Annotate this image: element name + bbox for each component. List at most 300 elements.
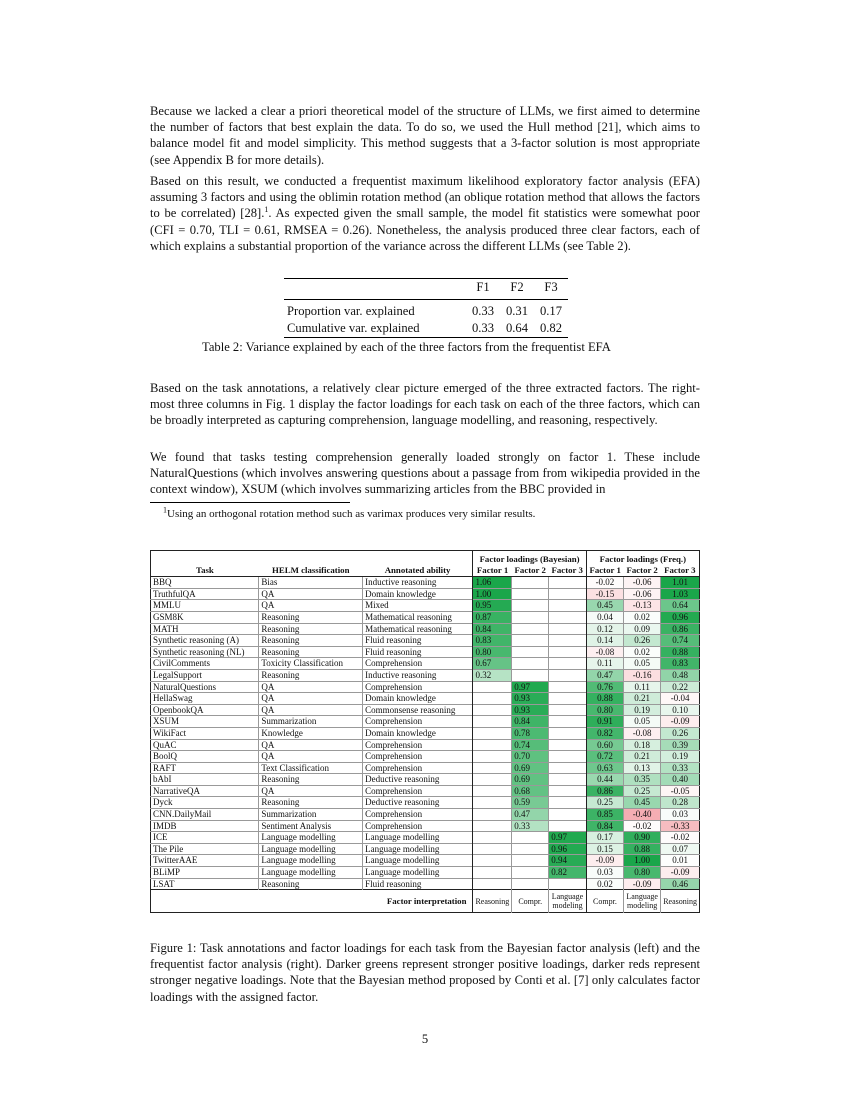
freq-factor-1-cell: -0.02 <box>586 577 623 589</box>
freq-factor-1-cell: -0.08 <box>586 646 623 658</box>
freq-factor-3-cell: 0.64 <box>661 600 700 612</box>
col-header-bayes-factor-2: Factor 2 <box>512 565 549 577</box>
bayes-factor-2-cell: 0.93 <box>512 693 549 705</box>
table-row <box>151 623 700 635</box>
table-row <box>151 588 700 600</box>
freq-factor-1-cell: 0.76 <box>586 681 623 693</box>
table-row <box>151 785 700 797</box>
table-2-cell: 0.33 <box>466 320 500 338</box>
bayes-factor-2-cell: 0.84 <box>512 716 549 728</box>
helm-cell: QA <box>259 704 363 716</box>
freq-factor-1-cell: 0.60 <box>586 739 623 751</box>
figure-1-footer-row <box>151 890 700 913</box>
ability-cell: Comprehension <box>363 762 473 774</box>
bayes-factor-3-cell <box>549 623 586 635</box>
freq-factor-2-cell: 0.19 <box>624 704 661 716</box>
bayes-factor-3-cell <box>549 693 586 705</box>
table-row <box>151 600 700 612</box>
bayes-factor-2-cell: 0.70 <box>512 751 549 763</box>
ability-cell: Comprehension <box>363 716 473 728</box>
task-cell: NaturalQuestions <box>151 681 259 693</box>
ability-cell: Domain knowledge <box>363 727 473 739</box>
bayes-factor-2-cell <box>512 646 549 658</box>
bayes-factor-3-cell <box>549 820 586 832</box>
helm-cell: Language modelling <box>259 843 363 855</box>
freq-factor-1-cell: 0.85 <box>586 809 623 821</box>
freq-factor-3-cell: 0.39 <box>661 739 700 751</box>
bayes-factor-1-cell: 0.84 <box>473 623 512 635</box>
interp-bayes: Compr. <box>512 890 549 913</box>
bayes-factor-2-cell <box>512 635 549 647</box>
bayes-factor-3-cell <box>549 797 586 809</box>
bayes-factor-3-cell: 0.94 <box>549 855 586 867</box>
interp-bayes: Language modeling <box>549 890 586 913</box>
freq-factor-2-cell: 0.13 <box>624 762 661 774</box>
freq-factor-3-cell: 0.88 <box>661 646 700 658</box>
col-header-helm: HELM classification <box>259 565 363 577</box>
freq-factor-1-cell: 0.12 <box>586 623 623 635</box>
figure-1-header-row <box>151 565 700 577</box>
table-row <box>151 704 700 716</box>
helm-cell: QA <box>259 751 363 763</box>
freq-factor-3-cell: 0.01 <box>661 855 700 867</box>
freq-factor-2-cell: -0.06 <box>624 577 661 589</box>
freq-factor-1-cell: 0.45 <box>586 600 623 612</box>
bayes-factor-2-cell: 0.69 <box>512 774 549 786</box>
table-row <box>151 646 700 658</box>
table-2-row <box>284 300 568 321</box>
task-cell: CivilComments <box>151 658 259 670</box>
bayes-factor-1-cell: 0.95 <box>473 600 512 612</box>
col-header-freq-factor-3: Factor 3 <box>661 565 700 577</box>
table-2-row-label: Proportion var. explained <box>287 304 415 318</box>
figure-1-group-header-row <box>151 551 700 565</box>
table-row <box>151 774 700 786</box>
helm-cell: QA <box>259 588 363 600</box>
freq-factor-3-cell: 0.86 <box>661 623 700 635</box>
bayes-factor-2-cell: 0.97 <box>512 681 549 693</box>
freq-factor-2-cell: -0.13 <box>624 600 661 612</box>
bayes-factor-1-cell: 0.80 <box>473 646 512 658</box>
interp-freq: Compr. <box>586 890 623 913</box>
freq-factor-1-cell: -0.09 <box>586 855 623 867</box>
ability-cell: Comprehension <box>363 751 473 763</box>
ability-cell: Comprehension <box>363 820 473 832</box>
table-2-cell: 0.17 <box>539 304 563 318</box>
helm-cell: Bias <box>259 577 363 589</box>
ability-cell: Comprehension <box>363 681 473 693</box>
freq-factor-1-cell: 0.47 <box>586 669 623 681</box>
interp-freq: Language modeling <box>624 890 661 913</box>
ability-cell: Comprehension <box>363 809 473 821</box>
helm-cell: QA <box>259 785 363 797</box>
bayes-factor-1-cell: 1.06 <box>473 577 512 589</box>
freq-factor-2-cell: 0.88 <box>624 843 661 855</box>
table-2-caption: Table 2: Variance explained by each of the three factors from the frequentist EFA <box>202 340 611 354</box>
bayes-factor-2-cell: 0.74 <box>512 739 549 751</box>
bayes-factor-1-cell: 1.00 <box>473 588 512 600</box>
bayes-factor-3-cell <box>549 658 586 670</box>
freq-factor-3-cell: 0.96 <box>661 611 700 623</box>
paragraph-task-annotations: Based on the task annotations, a relatively clear picture emerged of the three extracted factors. The right-most three columns in Fig. 1 display the factor loadings for each task on each of the three factors, which can be broadly interpreted as capturing comprehension, language modelling, and reasoning, respectively. <box>150 381 700 428</box>
bayes-factor-1-cell <box>473 762 512 774</box>
bayes-factor-3-cell <box>549 635 586 647</box>
bayes-factor-3-cell <box>549 762 586 774</box>
bayes-factor-2-cell <box>512 669 549 681</box>
bayes-factor-2-cell: 0.93 <box>512 704 549 716</box>
freq-factor-1-cell: 0.84 <box>586 820 623 832</box>
bayes-factor-2-cell: 0.33 <box>512 820 549 832</box>
table-2-header-row <box>284 279 568 300</box>
freq-factor-3-cell: -0.02 <box>661 832 700 844</box>
bayes-factor-2-cell: 0.59 <box>512 797 549 809</box>
freq-factor-1-cell: 0.80 <box>586 704 623 716</box>
helm-cell: Summarization <box>259 809 363 821</box>
bayes-factor-3-cell: 0.97 <box>549 832 586 844</box>
helm-cell: Knowledge <box>259 727 363 739</box>
group-header-bayesian: Factor loadings (Bayesian) <box>473 551 586 565</box>
ability-cell: Inductive reasoning <box>363 577 473 589</box>
bayes-factor-1-cell <box>473 809 512 821</box>
bayes-factor-2-cell <box>512 623 549 635</box>
helm-cell: Toxicity Classification <box>259 658 363 670</box>
ability-cell: Fluid reasoning <box>363 878 473 890</box>
freq-factor-1-cell: 0.44 <box>586 774 623 786</box>
freq-factor-2-cell: -0.16 <box>624 669 661 681</box>
table-row <box>151 681 700 693</box>
helm-cell: Sentiment Analysis <box>259 820 363 832</box>
bayes-factor-3-cell <box>549 646 586 658</box>
freq-factor-3-cell: -0.04 <box>661 693 700 705</box>
bayes-factor-1-cell <box>473 739 512 751</box>
helm-cell: Language modelling <box>259 832 363 844</box>
freq-factor-2-cell: -0.40 <box>624 809 661 821</box>
ability-cell: Comprehension <box>363 739 473 751</box>
bayes-factor-3-cell <box>549 669 586 681</box>
table-2-cell: 0.82 <box>534 320 568 338</box>
helm-cell: Reasoning <box>259 635 363 647</box>
ability-cell: Language modelling <box>363 832 473 844</box>
task-cell: TwitterAAE <box>151 855 259 867</box>
table-row <box>151 751 700 763</box>
task-cell: MMLU <box>151 600 259 612</box>
helm-cell: QA <box>259 600 363 612</box>
ability-cell: Deductive reasoning <box>363 797 473 809</box>
freq-factor-2-cell: 0.25 <box>624 785 661 797</box>
ability-cell: Domain knowledge <box>363 693 473 705</box>
task-cell: Synthetic reasoning (A) <box>151 635 259 647</box>
helm-cell: Reasoning <box>259 646 363 658</box>
bayes-factor-3-cell <box>549 704 586 716</box>
freq-factor-3-cell: 0.22 <box>661 681 700 693</box>
freq-factor-1-cell: 0.14 <box>586 635 623 647</box>
bayes-factor-1-cell: 0.67 <box>473 658 512 670</box>
task-cell: LegalSupport <box>151 669 259 681</box>
bayes-factor-2-cell: 0.78 <box>512 727 549 739</box>
task-cell: BBQ <box>153 577 172 588</box>
task-cell: XSUM <box>151 716 259 728</box>
task-cell: CNN.DailyMail <box>151 809 259 821</box>
bayes-factor-3-cell <box>549 716 586 728</box>
bayes-factor-1-cell <box>473 727 512 739</box>
paragraph-comprehension: We found that tasks testing comprehension generally loaded strongly on factor 1. These include NaturalQuestions (which involves answering questions about a passage from from wikipedia provided in the context window), XSUM (which involves summarizing articles from the BBC provided in <box>150 450 700 497</box>
task-cell: WikiFact <box>151 727 259 739</box>
freq-factor-2-cell: 0.11 <box>624 681 661 693</box>
bayes-factor-2-cell <box>512 843 549 855</box>
figure-1-body <box>151 577 700 890</box>
bayes-factor-1-cell <box>473 878 512 890</box>
task-cell: OpenbookQA <box>151 704 259 716</box>
bayes-factor-2-cell <box>512 867 549 879</box>
ability-cell: Language modelling <box>363 867 473 879</box>
freq-factor-1-cell: 0.25 <box>586 797 623 809</box>
ability-cell: Fluid reasoning <box>363 646 473 658</box>
helm-cell: QA <box>259 693 363 705</box>
freq-factor-2-cell: 0.45 <box>624 797 661 809</box>
factor-interpretation-label: Factor interpretation <box>151 890 473 913</box>
freq-factor-2-cell: 0.80 <box>624 867 661 879</box>
freq-factor-2-cell: 0.21 <box>624 751 661 763</box>
bayes-factor-2-cell: 0.68 <box>512 785 549 797</box>
col-header-bayes-factor-1: Factor 1 <box>473 565 512 577</box>
helm-cell: Reasoning <box>259 611 363 623</box>
table-2-header: F1 <box>466 279 500 300</box>
bayes-factor-1-cell <box>473 693 512 705</box>
helm-cell: Reasoning <box>259 797 363 809</box>
task-cell: QuAC <box>151 739 259 751</box>
table-2-cell: 0.31 <box>505 304 529 318</box>
table-2-cell: 0.33 <box>471 304 495 318</box>
bayes-factor-3-cell <box>549 809 586 821</box>
table-row <box>151 669 700 681</box>
freq-factor-2-cell: -0.06 <box>624 588 661 600</box>
footnote-mark: 1 <box>163 505 167 515</box>
task-cell: bAbI <box>151 774 259 786</box>
task-cell: BLiMP <box>151 867 259 879</box>
bayes-factor-3-cell <box>549 681 586 693</box>
bayes-factor-2-cell <box>512 611 549 623</box>
bayes-factor-3-cell <box>549 588 586 600</box>
table-row <box>151 832 700 844</box>
task-cell: ICE <box>151 832 259 844</box>
bayes-factor-2-cell <box>512 855 549 867</box>
freq-factor-3-cell: -0.09 <box>661 716 700 728</box>
table-row <box>151 855 700 867</box>
freq-factor-3-cell: -0.09 <box>661 867 700 879</box>
bayes-factor-3-cell <box>549 600 586 612</box>
table-2-cell: 0.64 <box>500 320 534 338</box>
bayes-factor-3-cell <box>549 878 586 890</box>
bayes-factor-3-cell <box>549 751 586 763</box>
freq-factor-2-cell: -0.08 <box>624 727 661 739</box>
ability-cell: Mathematical reasoning <box>363 611 473 623</box>
bayes-factor-1-cell <box>473 774 512 786</box>
bayes-factor-1-cell <box>473 843 512 855</box>
freq-factor-3-cell: 0.10 <box>661 704 700 716</box>
table-row <box>151 820 700 832</box>
helm-cell: Reasoning <box>259 669 363 681</box>
col-header-freq-factor-2: Factor 2 <box>624 565 661 577</box>
helm-cell: Language modelling <box>259 855 363 867</box>
task-cell: TruthfulQA <box>151 588 259 600</box>
freq-factor-3-cell: 0.46 <box>661 878 700 890</box>
bayes-factor-2-cell: 0.47 <box>512 809 549 821</box>
ability-cell: Comprehension <box>363 785 473 797</box>
bayes-factor-1-cell: 0.83 <box>473 635 512 647</box>
paragraph-efa <box>150 173 700 254</box>
helm-cell: Summarization <box>259 716 363 728</box>
bayes-factor-1-cell <box>473 832 512 844</box>
freq-factor-2-cell: -0.09 <box>624 878 661 890</box>
freq-factor-1-cell: -0.15 <box>586 588 623 600</box>
footnote-ref[interactable]: 1 <box>264 205 269 215</box>
bayes-factor-1-cell <box>473 704 512 716</box>
ability-cell: Fluid reasoning <box>363 635 473 647</box>
bayes-factor-3-cell <box>549 739 586 751</box>
freq-factor-2-cell: 0.35 <box>624 774 661 786</box>
table-row <box>151 658 700 670</box>
ability-cell: Domain knowledge <box>363 588 473 600</box>
bayes-factor-1-cell <box>473 681 512 693</box>
table-2-row <box>284 320 568 338</box>
bayes-factor-3-cell: 0.82 <box>549 867 586 879</box>
freq-factor-3-cell: 0.03 <box>661 809 700 821</box>
col-header-bayes-factor-3: Factor 3 <box>549 565 586 577</box>
freq-factor-3-cell: 0.33 <box>661 762 700 774</box>
freq-factor-3-cell: 0.83 <box>661 658 700 670</box>
bayes-factor-2-cell <box>512 588 549 600</box>
freq-factor-1-cell: 0.03 <box>586 867 623 879</box>
freq-factor-3-cell: 0.74 <box>661 635 700 647</box>
table-row <box>151 843 700 855</box>
table-row <box>151 635 700 647</box>
bayes-factor-1-cell: 0.32 <box>473 669 512 681</box>
helm-cell: Reasoning <box>259 774 363 786</box>
helm-cell: QA <box>259 681 363 693</box>
bayes-factor-1-cell <box>473 785 512 797</box>
ability-cell: Deductive reasoning <box>363 774 473 786</box>
ability-cell: Mixed <box>363 600 473 612</box>
helm-cell: Language modelling <box>259 867 363 879</box>
paragraph-efa-part1: Based on this result, we conducted a frequentist maximum likelihood exploratory factor analysis (EFA) assuming 3 factors and using the oblimin rotation method (an oblique rotation method that allows the factors to be correlated) [28]. <box>150 174 700 221</box>
interp-bayes: Reasoning <box>473 890 512 913</box>
paragraph-hull-method: Because we lacked a clear a priori theoretical model of the structure of LLMs, we first aimed to determine the number of factors that best explain the data. To do so, we used the Hull method [21], which aims to balance model fit and model simplicity. This method suggests that a 3-factor solution is most appropriate (see Appendix B for more details). <box>150 104 700 167</box>
bayes-factor-3-cell <box>549 611 586 623</box>
freq-factor-3-cell: 0.19 <box>661 751 700 763</box>
table-2-row-label: Cumulative var. explained <box>284 320 466 338</box>
freq-factor-2-cell: 0.02 <box>624 646 661 658</box>
bayes-factor-2-cell <box>512 658 549 670</box>
bayes-factor-1-cell <box>473 797 512 809</box>
ability-cell: Commonsense reasoning <box>363 704 473 716</box>
freq-factor-2-cell: 0.18 <box>624 739 661 751</box>
page-number: 5 <box>421 1032 429 1046</box>
footnote-text: Using an orthogonal rotation method such as varimax produces very similar results. <box>167 508 536 520</box>
ability-cell: Language modelling <box>363 855 473 867</box>
freq-factor-3-cell: 1.01 <box>661 577 700 589</box>
table-row <box>151 693 700 705</box>
figure-1-caption: Figure 1: Task annotations and factor loadings for each task from the Bayesian factor analysis (left) and the frequentist factor analysis (right). Darker greens represent stronger positive loadings, darker reds represent stronger negative loadings. Note that the Bayesian method proposed by Conti et al. [7] only calculates factor loadings with the assigned factor. <box>150 941 700 1004</box>
helm-cell: Text Classification <box>259 762 363 774</box>
helm-cell: QA <box>259 739 363 751</box>
task-cell: LSAT <box>151 878 259 890</box>
freq-factor-2-cell: 0.21 <box>624 693 661 705</box>
interp-freq: Reasoning <box>661 890 700 913</box>
bayes-factor-3-cell <box>549 727 586 739</box>
table-row <box>151 716 700 728</box>
freq-factor-1-cell: 0.02 <box>586 878 623 890</box>
freq-factor-2-cell: 0.90 <box>624 832 661 844</box>
freq-factor-3-cell: 0.07 <box>661 843 700 855</box>
freq-factor-1-cell: 0.82 <box>586 727 623 739</box>
bayes-factor-3-cell: 0.96 <box>549 843 586 855</box>
col-header-task: Task <box>151 565 259 577</box>
task-cell: GSM8K <box>151 611 259 623</box>
task-cell: Synthetic reasoning (NL) <box>151 646 259 658</box>
task-cell: Dyck <box>151 797 259 809</box>
freq-factor-2-cell: 0.05 <box>624 716 661 728</box>
bayes-factor-1-cell <box>473 751 512 763</box>
freq-factor-3-cell: 0.26 <box>661 727 700 739</box>
bayes-factor-1-cell: 0.87 <box>473 611 512 623</box>
ability-cell: Mathematical reasoning <box>363 623 473 635</box>
freq-factor-3-cell: 0.28 <box>661 797 700 809</box>
task-cell: BoolQ <box>151 751 259 763</box>
bayes-factor-1-cell <box>473 820 512 832</box>
footnote-rule <box>150 502 350 503</box>
freq-factor-2-cell: 0.02 <box>624 611 661 623</box>
freq-factor-2-cell: 0.26 <box>624 635 661 647</box>
freq-factor-2-cell: 0.05 <box>624 658 661 670</box>
freq-factor-3-cell: -0.05 <box>661 785 700 797</box>
table-row <box>151 809 700 821</box>
bayes-factor-2-cell <box>512 600 549 612</box>
bayes-factor-2-cell <box>512 832 549 844</box>
freq-factor-1-cell: 0.17 <box>586 832 623 844</box>
figure-1-table <box>150 550 700 913</box>
bayes-factor-2-cell: 0.69 <box>512 762 549 774</box>
table-row <box>151 762 700 774</box>
bayes-factor-3-cell <box>549 785 586 797</box>
freq-factor-1-cell: 0.88 <box>586 693 623 705</box>
table-2-header: F2 <box>500 279 534 300</box>
freq-factor-3-cell: 0.48 <box>661 669 700 681</box>
bayes-factor-1-cell <box>473 867 512 879</box>
ability-cell: Comprehension <box>363 658 473 670</box>
table-2 <box>284 278 568 338</box>
freq-factor-1-cell: 0.63 <box>586 762 623 774</box>
task-cell: The Pile <box>151 843 259 855</box>
table-row <box>151 739 700 751</box>
freq-factor-3-cell: -0.33 <box>661 820 700 832</box>
ability-cell: Inductive reasoning <box>363 669 473 681</box>
freq-factor-2-cell: -0.02 <box>624 820 661 832</box>
ability-cell: Language modelling <box>363 843 473 855</box>
footnote <box>163 505 536 520</box>
group-header-frequentist: Factor loadings (Freq.) <box>586 551 699 565</box>
freq-factor-1-cell: 0.11 <box>586 658 623 670</box>
bayes-factor-1-cell <box>473 716 512 728</box>
freq-factor-2-cell: 1.00 <box>624 855 661 867</box>
bayes-factor-1-cell <box>473 855 512 867</box>
table-row <box>151 797 700 809</box>
task-cell: HellaSwag <box>151 693 259 705</box>
freq-factor-1-cell: 0.91 <box>586 716 623 728</box>
helm-cell: Reasoning <box>259 878 363 890</box>
bayes-factor-3-cell <box>549 774 586 786</box>
bayes-factor-2-cell <box>512 577 549 589</box>
table-row <box>151 878 700 890</box>
